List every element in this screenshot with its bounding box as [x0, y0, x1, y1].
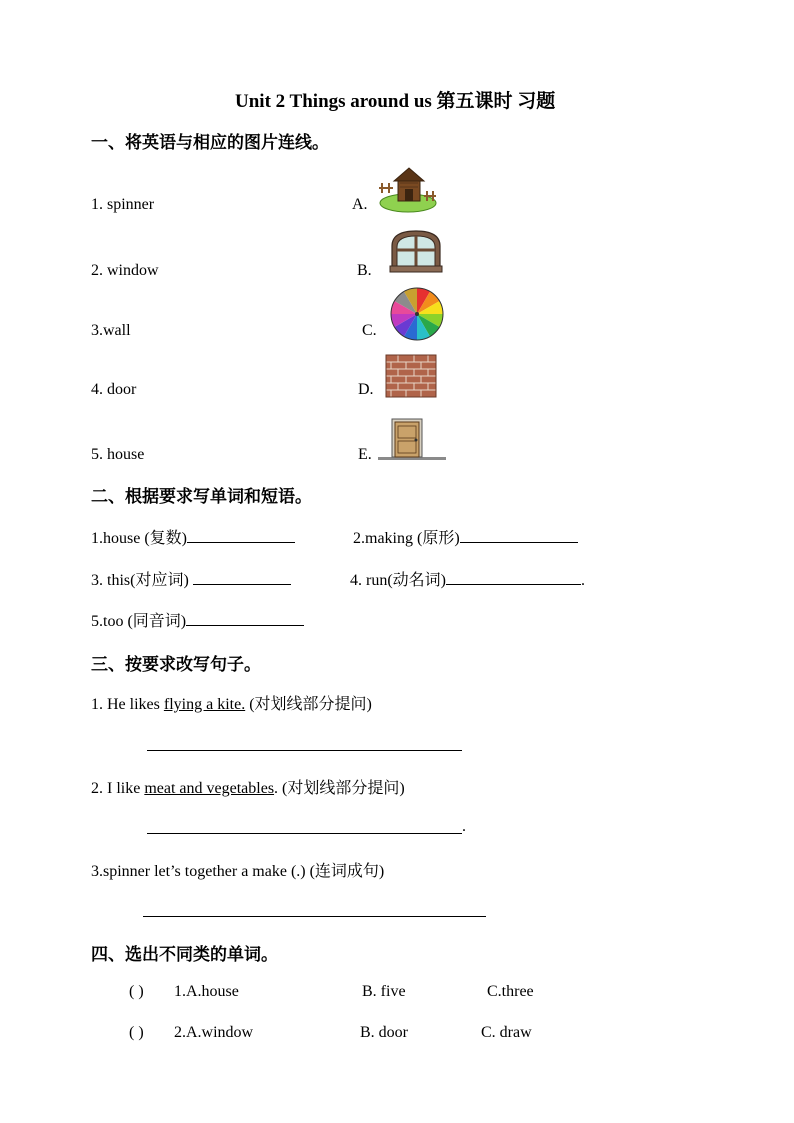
- part4-q2-option-c: C. draw: [481, 1024, 532, 1041]
- part2-q5: [91, 608, 304, 631]
- part2-q1-label: 1.house (复数): [91, 530, 187, 547]
- answer-blank[interactable]: [186, 611, 304, 626]
- match-word-1: 1. spinner: [91, 196, 155, 213]
- section-2-heading: 二、根据要求写单词和短语。: [91, 487, 312, 507]
- answer-line-1[interactable]: [147, 750, 462, 751]
- part4-q1-option-b: B. five: [362, 983, 406, 1000]
- part4-q2-paren[interactable]: ( ): [129, 1024, 144, 1041]
- part2-q5-label: 5.too (同音词): [91, 613, 187, 630]
- page-title: Unit 2 Things around us 第五课时 习题: [235, 91, 556, 112]
- answer-blank[interactable]: [446, 570, 581, 585]
- part2-q1: [91, 525, 295, 548]
- section-4-heading: 四、选出不同类的单词。: [91, 945, 278, 965]
- answer-blank[interactable]: [460, 528, 578, 543]
- match-letter-c: C.: [362, 322, 377, 339]
- match-letter-b: B.: [357, 262, 372, 279]
- part3-q1: [91, 691, 372, 714]
- section-1-heading: 一、将英语与相应的图片连线。: [91, 133, 329, 153]
- answer-blank[interactable]: [187, 528, 295, 543]
- part3-q1-post: (对划线部分提问): [245, 696, 372, 713]
- part4-q1-option-a: 1.A.house: [174, 983, 239, 1000]
- match-word-3: 3.wall: [91, 322, 131, 339]
- part2-q4-period: .: [581, 572, 585, 589]
- part3-q1-underlined: flying a kite.: [163, 696, 246, 713]
- spinner-icon: [386, 287, 448, 341]
- part3-q2-pre: 2. I like: [91, 780, 145, 797]
- match-letter-d: D.: [358, 381, 374, 398]
- part2-q3-label: 3. this(对应词): [91, 572, 193, 589]
- section-3-heading: 三、按要求改写句子。: [91, 655, 261, 675]
- part4-q2-option-b: B. door: [360, 1024, 408, 1041]
- part3-q1-pre: 1. He likes: [91, 696, 164, 713]
- match-letter-a: A.: [352, 196, 368, 213]
- part3-q2-post: . (对划线部分提问): [274, 780, 405, 797]
- answer-line-2-period: .: [462, 818, 466, 835]
- match-word-5: 5. house: [91, 446, 145, 463]
- house-icon: [376, 165, 440, 215]
- match-word-4: 4. door: [91, 381, 137, 398]
- part3-q2: [91, 775, 405, 798]
- part2-q2: [353, 525, 578, 548]
- part2-q4-label: 4. run(动名词): [350, 572, 446, 589]
- answer-blank[interactable]: [193, 570, 291, 585]
- part4-q2-option-a: 2.A.window: [174, 1024, 254, 1041]
- match-letter-e: E.: [358, 446, 372, 463]
- part3-q3: 3.spinner let’s together a make (.) (连词成句): [91, 863, 385, 880]
- part4-q1-paren[interactable]: ( ): [129, 983, 144, 1000]
- match-word-2: 2. window: [91, 262, 159, 279]
- answer-line-3[interactable]: [143, 916, 486, 917]
- part2-q2-label: 2.making (原形): [353, 530, 460, 547]
- part4-q1-option-c: C.three: [487, 983, 534, 1000]
- brick-wall-icon: [386, 355, 436, 397]
- part2-q4: [350, 567, 585, 590]
- door-icon: [378, 417, 446, 461]
- part2-q3: [91, 567, 291, 590]
- part3-q2-underlined: meat and vegetables: [144, 780, 275, 797]
- answer-line-2[interactable]: [147, 833, 462, 834]
- window-icon: [388, 228, 444, 273]
